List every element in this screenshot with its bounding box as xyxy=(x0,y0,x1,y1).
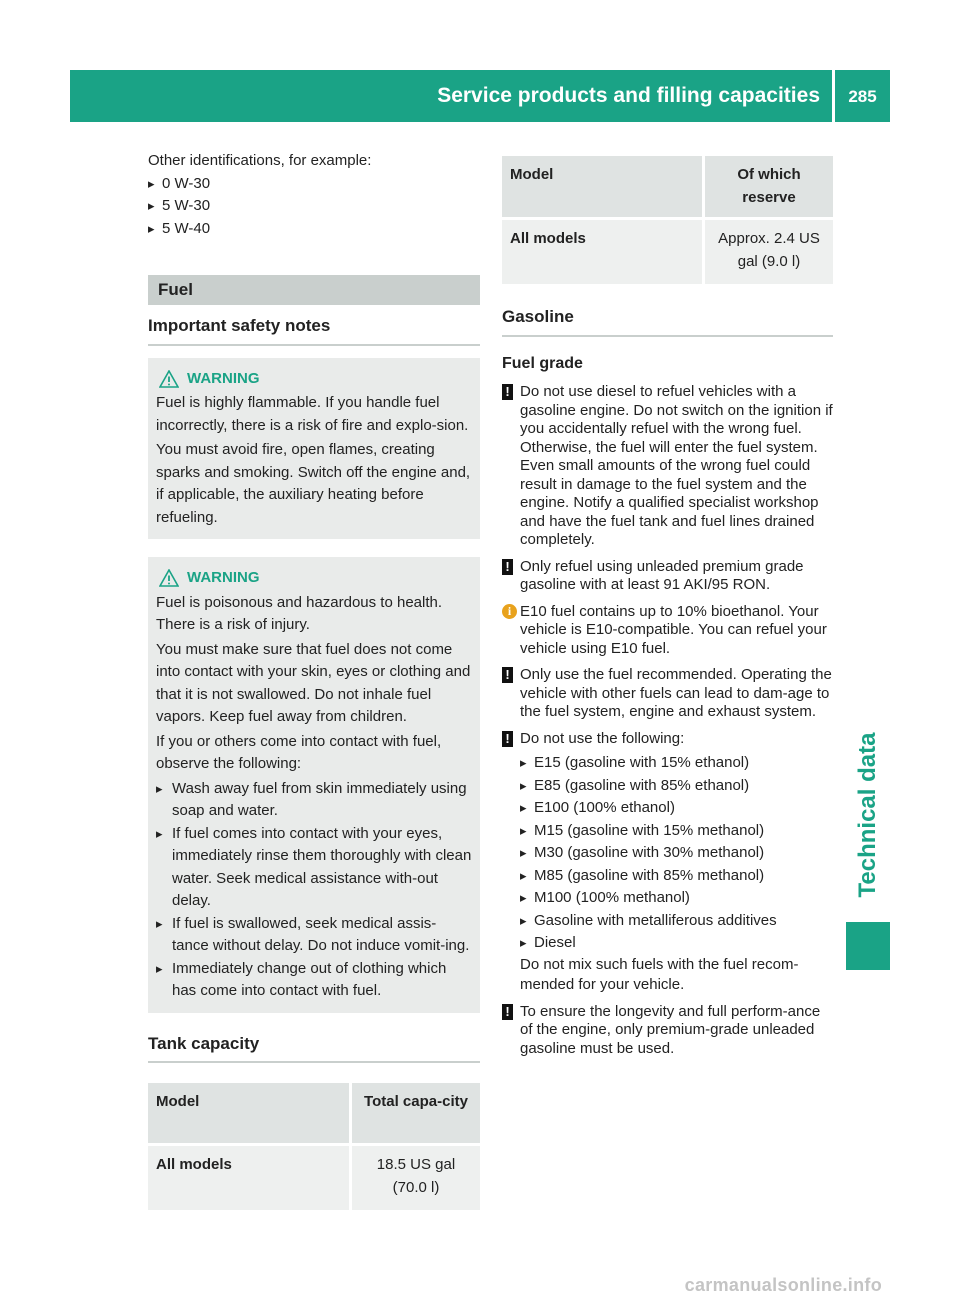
list-item: ▸ E15 (gasoline with 15% ethanol) xyxy=(520,752,833,775)
table-cell: Approx. 2.4 US gal (9.0 l) xyxy=(704,219,834,285)
exclamation-icon: ! xyxy=(502,384,513,400)
note-text: Do not use the following: xyxy=(520,729,685,747)
header-bar xyxy=(70,70,832,122)
list-item: ▸ 5 W-30 xyxy=(148,195,480,218)
subheading-tank-capacity: Tank capacity xyxy=(148,1033,480,1064)
table-header-cell: Model xyxy=(502,156,704,219)
list-item: ▸ If fuel is swallowed, seek medical assis-tance without delay. Do not induce vomit-ing. xyxy=(156,913,472,958)
list-item: ▸ Diesel xyxy=(520,932,833,955)
caution-note xyxy=(502,383,833,550)
table-header-row xyxy=(148,1083,480,1145)
list-item: ▸ Gasoline with metalliferous additives xyxy=(520,910,833,933)
subheading-safety-notes: Important safety notes xyxy=(148,315,480,346)
warning-text: If you or others come into contact with fuel, observe the following: xyxy=(156,732,442,772)
note-text: E10 fuel contains up to 10% bioethanol. Your vehicle is E10-compatible. You can refuel your vehicle using E10 fuel. xyxy=(520,602,827,657)
note-text: To ensure the longevity and full perform-ance of the engine, only premium-grade unleaded gasoline must be used. xyxy=(520,1002,821,1057)
warning-triangle-icon xyxy=(159,569,179,587)
side-tab-label: Technical data xyxy=(854,732,881,898)
warning-text: Fuel is poisonous and hazardous to health. There is a risk of injury. xyxy=(156,593,443,633)
table-header-cell: Total capa-city xyxy=(351,1083,481,1145)
warning-box xyxy=(148,358,480,540)
list-item: ▸ Wash away fuel from skin immediately using soap and water. xyxy=(156,778,472,823)
left-column xyxy=(148,150,480,1210)
warning-title: WARNING xyxy=(187,369,260,387)
list-item: ▸ 5 W-40 xyxy=(148,218,480,241)
list-item: ▸ If fuel comes into contact with your eyes, immediately rinse them thoroughly with clean water. Seek medical assistance with-out delay. xyxy=(156,823,472,913)
list-item: ▸ E100 (100% ethanol) xyxy=(520,797,833,820)
note-text: Do not use diesel to refuel vehicles with a gasoline engine. Do not switch on the ignition if you accidentally refuel with the wrong fuel. Otherwise, the fuel will enter the fuel system. Even small amounts of the wrong fuel could result in damage to the fuel system and the engine. Notify a qualified specialist workshop and have the fuel tank and fuel lines drained completely. xyxy=(520,383,833,548)
exclamation-icon: ! xyxy=(502,731,513,747)
list-item: ▸ M30 (gasoline with 30% methanol) xyxy=(520,842,833,865)
page-number-box xyxy=(835,70,890,122)
warning-header xyxy=(156,368,472,391)
table-cell: All models xyxy=(502,219,704,285)
exclamation-icon: ! xyxy=(502,1004,513,1020)
header-title: Service products and filling capacities xyxy=(437,84,820,107)
table-header-row xyxy=(502,156,833,219)
note-text: Do not mix such fuels with the fuel recom-mended for your vehicle. xyxy=(520,955,799,993)
info-icon: i xyxy=(502,604,517,619)
warning-text: You must avoid fire, open flames, creating sparks and smoking. Switch off the engine and, if applicable, the auxiliary heating before refueling. xyxy=(156,441,471,526)
first-aid-list xyxy=(156,778,472,1003)
note-text: Only refuel using unleaded premium grade gasoline with at least 91 AKI/95 RON. xyxy=(520,557,804,593)
list-item: ▸ Immediately change out of clothing which has come into contact with fuel. xyxy=(156,958,472,1003)
side-tab xyxy=(846,720,890,910)
warning-text: You must make sure that fuel does not come into contact with your skin, eyes or clothing and that it is not swallowed. Do not inhale fuel vapors. Keep fuel away from children. xyxy=(156,640,471,725)
table-header-cell: Model xyxy=(148,1083,351,1145)
watermark: carmanualsonline.info xyxy=(684,1275,882,1295)
section-title-fuel: Fuel xyxy=(148,275,480,305)
caution-note xyxy=(502,666,833,722)
caution-note xyxy=(502,1003,833,1059)
side-tab-block xyxy=(846,922,890,970)
warning-triangle-icon xyxy=(159,370,179,388)
info-note xyxy=(502,603,833,659)
list-item: ▸ M85 (gasoline with 85% methanol) xyxy=(520,865,833,888)
table-header-cell: Of which reserve xyxy=(704,156,834,219)
heading-fuel-grade: Fuel grade xyxy=(502,354,583,372)
reserve-table xyxy=(502,156,833,284)
caution-note xyxy=(502,730,833,995)
caution-note xyxy=(502,558,833,595)
table-row xyxy=(502,219,833,285)
right-column xyxy=(502,156,833,1058)
prohibited-fuels-list xyxy=(520,752,833,955)
exclamation-icon: ! xyxy=(502,667,513,683)
list-item: ▸ 0 W-30 xyxy=(148,173,480,196)
warning-title: WARNING xyxy=(187,569,260,586)
warning-text: Fuel is highly flammable. If you handle fuel incorrectly, there is a risk of fire and explo-sion. xyxy=(156,394,469,434)
subheading-gasoline: Gasoline xyxy=(502,306,833,337)
page-number: 285 xyxy=(848,87,877,106)
note-text: Only use the fuel recommended. Operating the vehicle with other fuels can lead to dam-age to the fuel system, engine and exhaust system. xyxy=(520,666,832,720)
list-item: ▸ M15 (gasoline with 15% methanol) xyxy=(520,820,833,843)
oil-examples-list xyxy=(148,173,480,241)
table-row xyxy=(148,1145,480,1211)
list-item: ▸ E85 (gasoline with 85% ethanol) xyxy=(520,775,833,798)
table-cell: All models xyxy=(148,1145,351,1211)
exclamation-icon: ! xyxy=(502,559,513,575)
warning-header xyxy=(156,567,472,590)
tank-capacity-table xyxy=(148,1083,480,1210)
warning-box xyxy=(148,557,480,1013)
intro-text: Other identifications, for example: xyxy=(148,152,372,169)
table-cell: 18.5 US gal (70.0 l) xyxy=(351,1145,481,1211)
list-item: ▸ M100 (100% methanol) xyxy=(520,887,833,910)
